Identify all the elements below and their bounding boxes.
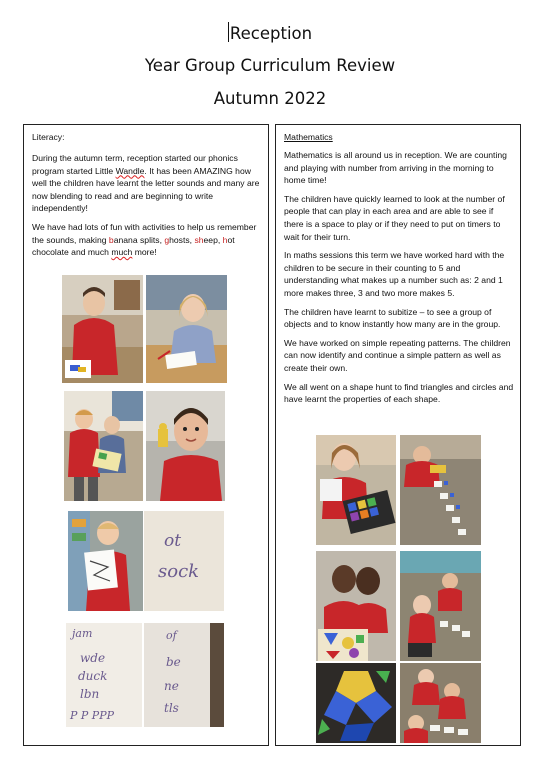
mathematics-panel <box>275 124 521 746</box>
photo-girl-writing <box>146 275 227 383</box>
handwriting-word: of <box>166 629 177 642</box>
maths-para: In maths sessions this term we have worked hard with the children to be secure in their counting to 5 and understanding what makes up a number such as: 2 and 1 more makes three, 3 and two more makes 5. <box>284 250 505 298</box>
handwriting-word: P P PPP <box>70 709 114 722</box>
handwriting-word: jam <box>72 627 93 640</box>
photo-children-reading <box>64 391 143 501</box>
handwriting-page-2 <box>66 623 142 727</box>
title-reception: Reception <box>229 24 313 43</box>
photo-boy-with-toy <box>146 391 225 501</box>
photo-two-boys-shapes <box>316 551 396 661</box>
literacy-panel <box>23 124 269 746</box>
handwriting-word: lbn <box>80 687 100 701</box>
mathematics-text <box>284 149 514 412</box>
literacy-para-2: We have had lots of fun with activities to help us remember the sounds, making banana splits, ghosts, sheep, hot chocolate and much much more! <box>32 221 257 258</box>
handwriting-word: ot <box>164 531 182 551</box>
photo-children-matching <box>400 663 481 743</box>
mathematics-heading: Mathematics <box>284 132 333 142</box>
photo-shape-blocks <box>316 663 396 743</box>
photo-children-floor-maths <box>400 551 481 661</box>
handwriting-word: duck <box>78 669 108 683</box>
handwriting-page-1 <box>144 511 224 611</box>
handwriting-word: be <box>166 655 181 669</box>
photo-boy-showing-work <box>68 511 143 611</box>
maths-para: Mathematics is all around us in reception. We are counting and playing with number from arriving in the morning to home time! <box>284 150 507 186</box>
photo-boy-at-table <box>62 275 143 383</box>
handwriting-word: wde <box>80 651 106 665</box>
photo-girl-counting-cubes <box>316 435 396 545</box>
text-cursor <box>228 22 229 42</box>
handwriting-word: ne <box>164 679 179 693</box>
handwriting-page-3 <box>144 623 224 727</box>
literacy-heading: Literacy: <box>32 132 65 142</box>
notebook-edge <box>210 623 224 727</box>
literacy-text <box>32 152 262 265</box>
handwriting-word: tls <box>164 701 179 715</box>
maths-para: The children have learnt to subitize – to see a group of objects and to know instantly how many are in the group. <box>284 306 501 330</box>
maths-para: We have worked on simple repeating patterns. The children can now identify and continue a simple pattern as well as create their own. <box>284 337 511 373</box>
title-term: Autumn 2022 <box>213 89 327 108</box>
title-curriculum-review: Year Group Curriculum Review <box>144 56 396 75</box>
literacy-para-1: During the autumn term, reception started our phonics program started Little Wandle. It has been AMAZING how well the children have learnt the letter sounds and many are now blending to read and are beginning to write independently! <box>32 153 260 214</box>
maths-para: The children have quickly learned to look at the number of people that can play in each area and are able to see if there is a space to play or if they need to put on timers to wait for their turn. <box>284 193 505 242</box>
photo-child-number-line <box>400 435 481 545</box>
maths-para: We all went on a shape hunt to find triangles and circles and have learnt the properties of each shape. <box>284 381 514 405</box>
handwriting-word: sock <box>158 561 200 582</box>
